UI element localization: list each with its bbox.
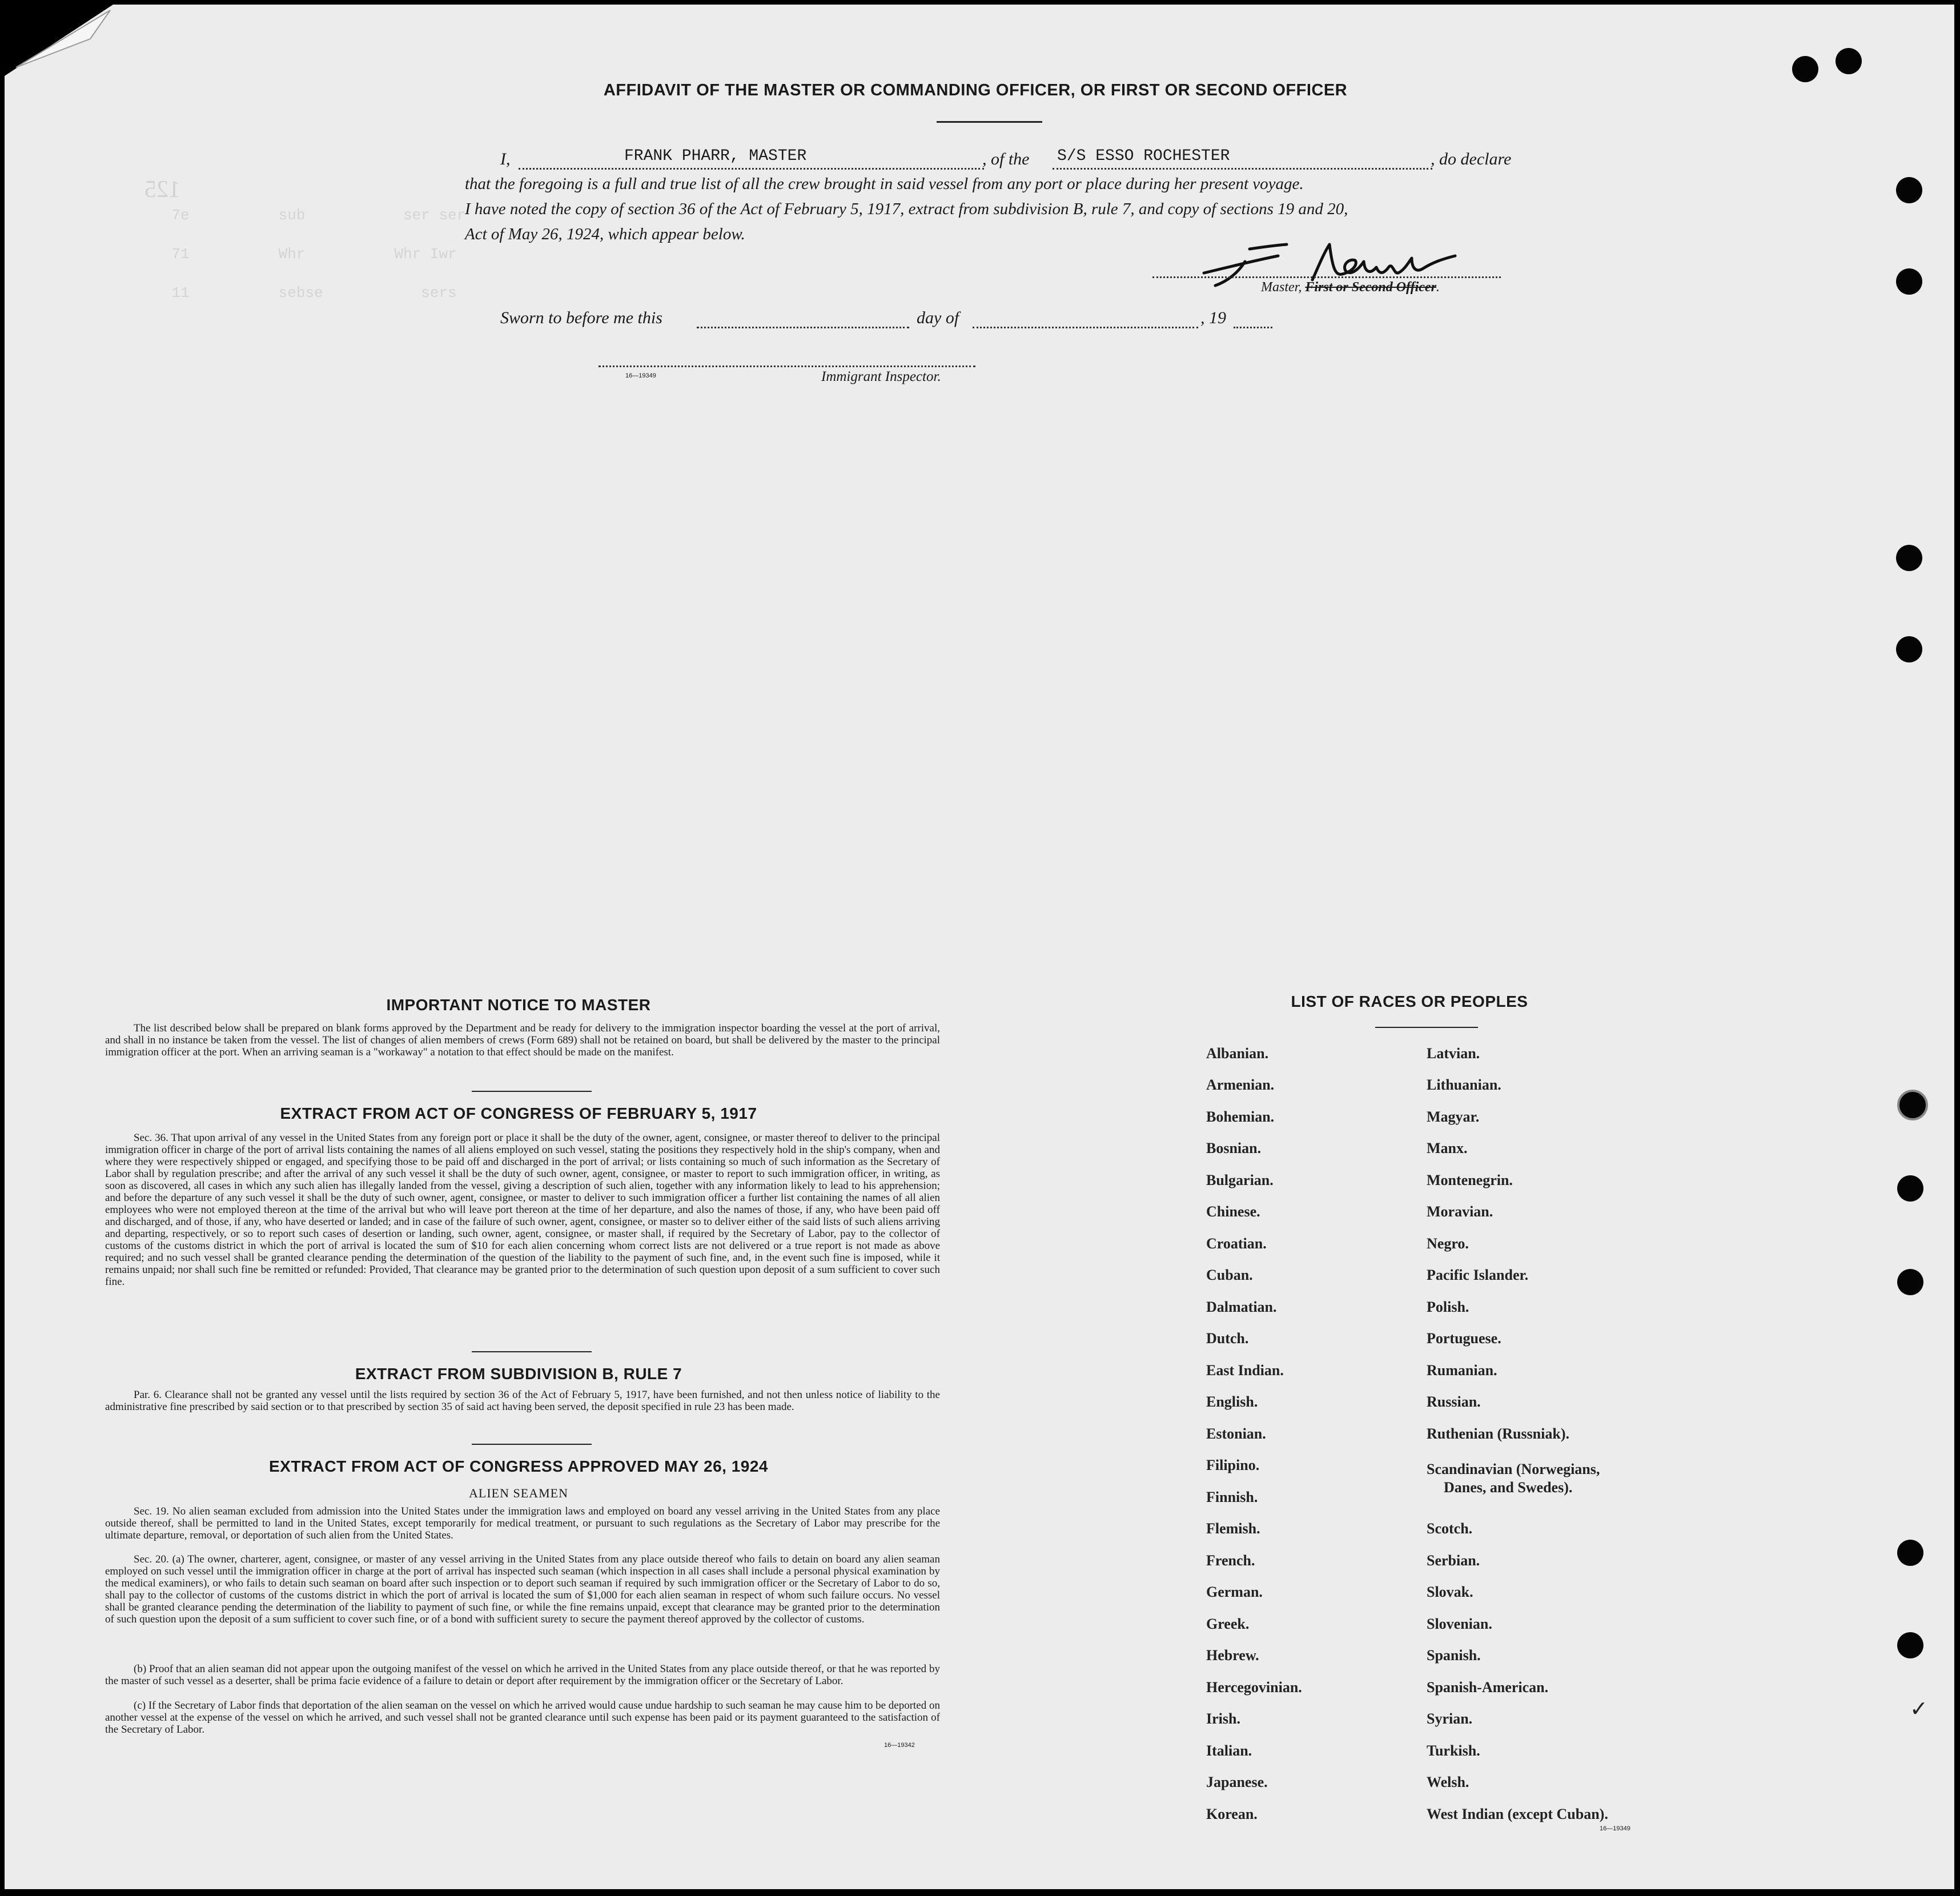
race-right-7: Pacific Islander. (1427, 1267, 1529, 1283)
affidavit-title-divider (937, 121, 1042, 123)
sworn-day-line (697, 327, 909, 328)
punch-hole (1897, 1090, 1928, 1120)
race-left-23: Japanese. (1206, 1774, 1268, 1790)
punch-hole (1897, 1175, 1923, 1202)
punch-hole (1896, 268, 1922, 295)
affidavit-title: AFFIDAVIT OF THE MASTER OR COMMANDING OFFICER, OR FIRST OR SECOND OFFICER (603, 81, 1348, 99)
race-right-18: Spanish. (1427, 1647, 1481, 1664)
extract-form-number: 16—19342 (884, 1742, 915, 1749)
folded-corner (5, 5, 119, 85)
divider-rule7 (472, 1351, 592, 1352)
master-caption: Master, (1261, 280, 1302, 295)
punch-hole (1896, 177, 1922, 203)
master-name-value: FRANK PHARR, MASTER (624, 147, 807, 165)
race-left-13: Filipino. (1206, 1457, 1260, 1473)
race-left-24: Korean. (1206, 1806, 1258, 1822)
extract-1924-sec20b: (b) Proof that an alien seaman did not appear upon the outgoing manifest of the vessel on which he arrived in the United States from any place outside thereof, or that he was reported by the master of such vessel as a deserter, shall be prima facie evidence of a failure to detain or deport after requirement by the immigration officer or the Secretary of Labor. (105, 1663, 940, 1687)
race-right-13-cont: Danes, and Swedes). (1444, 1479, 1573, 1496)
important-notice-text: The list described below shall be prepared on blank forms approved by the Department and be ready for delivery to the immigration inspector boarding the vessel at the port of arrival, and shall in no instance be taken from the vessel. The list of changes of alien members of crews (Form 689) shall not be retained on board, but shall be delivered by the master to the principal immigration officer at the port. When an arriving seaman is a "workaway" a notation to that effect should be made on the manifest. (105, 1022, 940, 1058)
race-right-19: Spanish-American. (1427, 1679, 1549, 1696)
punch-hole (1792, 56, 1818, 82)
struck-officer-caption: First or Second Officer (1305, 280, 1436, 295)
race-left-14: Finnish. (1206, 1489, 1258, 1505)
race-right-23: West Indian (except Cuban). (1427, 1806, 1608, 1822)
sworn-year-line (1234, 327, 1272, 328)
race-left-1: Armenian. (1206, 1076, 1275, 1093)
race-left-3: Bosnian. (1206, 1140, 1262, 1156)
do-declare-label: , do declare (1431, 150, 1512, 168)
race-right-21: Turkish. (1427, 1742, 1480, 1759)
year-prefix: , 19 (1200, 308, 1226, 327)
signature-line (1152, 276, 1501, 278)
extract-1917-text: Sec. 36. That upon arrival of any vessel in the United States from any foreign port or place it shall be the duty of the owner, agent, consignee, or master thereof to deliver to the principal immigration officer in charge of the port of arrival lists containing the names of all aliens employed on such vessel, stating the positions they respectively hold in the ship's company, when and where they were respectively shipped or engaged, and specifying those to be paid off and discharged in the port of arrival; or lists containing so much of such information as the Secretary of Labor shall by regulation prescribe; and after the arrival of any such vessel it shall be the duty of such owner, agent, consignee, or master to report to such immigration officer, in writing, as soon as discovered, all cases in which any such alien has illegally landed from the vessel, giving a description of such alien, together with any information likely to lead to his apprehension; and before the departure of any such vessel it shall be the duty of such owner, agent, consignee, or master to deliver to such immigration officer a further list containing the names of all alien employees who were not employed thereon at the time of the arrival but who will leave port thereon at the time of her departure, and also the names of those, if any, who have been paid off and discharged, and of those, if any, who have deserted or landed; and in case of the failure of such owner, agent, consignee, or master so to deliver either of the said lists of such aliens arriving and departing, respectively, or so to report such cases of desertion or landing, such owner, agent, consignee, or master shall, if required by the Secretary of Labor, pay to the collector of customs of the customs district in which the port of arrival is located the sum of $10 for each alien concerning whom correct lists are not delivered or a true report is not made as above required; and no such vessel shall be granted clearance pending the determination of the question of the liability to the payment of such fine, and, in the event such fine is imposed, while it remains unpaid; nor shall such fine be remitted or refunded: Provided, That clearance may be granted prior to the determination of such question upon deposit of a sum sufficient to cover such fine. (105, 1132, 940, 1288)
race-right-3: Manx. (1427, 1140, 1468, 1156)
race-right-12: Ruthenian (Russniak). (1427, 1425, 1569, 1442)
races-title: LIST OF RACES OR PEOPLES (1291, 993, 1528, 1010)
race-left-21: Irish. (1206, 1710, 1240, 1727)
affidavit-body-line-2: I have noted the copy of section 36 of the Act of February 5, 1917, extract from subdivision B, rule 7, and copy of sections 19 and 20, (465, 200, 1348, 218)
race-left-19: Hebrew. (1206, 1647, 1259, 1664)
signature-caption (1261, 280, 1440, 295)
races-title-divider (1375, 1027, 1478, 1028)
race-left-22: Italian. (1206, 1742, 1252, 1759)
vessel-name-value: S/S ESSO ROCHESTER (1057, 147, 1230, 165)
race-left-5: Chinese. (1206, 1203, 1260, 1220)
race-left-9: Dutch. (1206, 1330, 1249, 1347)
punch-hole (1896, 545, 1922, 571)
race-left-6: Croatian. (1206, 1235, 1267, 1252)
sworn-label: Sworn to before me this (500, 308, 662, 327)
race-left-8: Dalmatian. (1206, 1299, 1277, 1315)
affidavit-body-line-3: Act of May 26, 1924, which appear below. (465, 225, 745, 243)
affidavit-i-label: I, (500, 150, 511, 168)
extract-1924-sec20a: Sec. 20. (a) The owner, charterer, agent, consignee, or master of any vessel arriving in the United States from any place outside thereof who fails to detain on board any alien seaman employed on such vessel until the immigration officer in charge at the port of arrival has inspected such seaman (which inspection in all cases shall include a personal physical examination by the medical examiners), or who fails to detain such seaman on board after such inspection or to deport such seaman if required by such immigration officer or the Secretary of Labor to do so, shall pay to the collector of customs of the customs district in which the port of arrival is located the sum of $1,000 for each alien seaman in respect of whom such failure occurs. No vessel shall be granted clearance pending the determination of the liability to payment of such fine, or while the fine remains unpaid, except that clearance may be granted prior to the determination of such question upon the deposit of a sum sufficient to cover such fine, or of a bond with sufficient surety to secure the payment thereof approved by the collector of customs. (105, 1553, 940, 1625)
race-right-0: Latvian. (1427, 1045, 1480, 1062)
race-left-11: English. (1206, 1393, 1258, 1410)
extract-rule7-title: EXTRACT FROM SUBDIVISION B, RULE 7 (355, 1365, 682, 1383)
master-name-line (519, 168, 984, 170)
crew-manifest-reverse-page (5, 5, 1954, 1889)
divider-1917 (472, 1091, 592, 1092)
race-left-15: Flemish. (1206, 1520, 1260, 1537)
race-left-2: Bohemian. (1206, 1108, 1275, 1125)
race-right-15: Serbian. (1427, 1552, 1480, 1569)
affidavit-body-line-1: that the foregoing is a full and true list of all the crew brought in said vessel from any port or place during her present voyage. (465, 175, 1304, 193)
punch-hole (1897, 1269, 1923, 1295)
race-right-14: Scotch. (1427, 1520, 1473, 1537)
caption-period: . (1436, 280, 1440, 295)
race-right-16: Slovak. (1427, 1584, 1473, 1600)
race-right-9: Portuguese. (1427, 1330, 1501, 1347)
race-left-0: Albanian. (1206, 1045, 1269, 1062)
punch-hole (1897, 1632, 1923, 1658)
important-notice-title: IMPORTANT NOTICE TO MASTER (386, 996, 651, 1014)
inspector-label: Immigrant Inspector. (821, 369, 941, 384)
race-right-6: Negro. (1427, 1235, 1469, 1252)
extract-rule7-text: Par. 6. Clearance shall not be granted any vessel until the lists required by section 36 of the Act of February 5, 1917, have been furnished, and not then unless notice of liability to the administrative fine prescribed by said section or to that prescribed by section 35 of said act having been served, the deposit specified in rule 23 has been made. (105, 1389, 940, 1413)
race-right-10: Rumanian. (1427, 1362, 1497, 1379)
race-right-20: Syrian. (1427, 1710, 1473, 1727)
race-right-4: Montenegrin. (1427, 1172, 1513, 1188)
extract-1924-sec19: Sec. 19. No alien seaman excluded from admission into the United States under the immigration laws and employed on board any vessel arriving in the United States from any place outside thereof, shall be permitted to land in the United States, except temporarily for medical treatment, or pursuant to such regulations as the Secretary of Labor may prescribe for the ultimate departure, removal, or deportation of such alien from the United States. (105, 1505, 940, 1541)
inspector-line (599, 365, 975, 367)
bleed-through-text: 7e sub ser ser 71 Whr Whr Iwr 11 sebse sers (171, 207, 466, 302)
extract-1924-subtitle: ALIEN SEAMEN (469, 1486, 568, 1500)
sworn-month-line (973, 327, 1198, 328)
race-left-10: East Indian. (1206, 1362, 1284, 1379)
race-right-22: Welsh. (1427, 1774, 1469, 1790)
races-form-number: 16—19349 (1600, 1825, 1630, 1832)
extract-1924-sec20c: (c) If the Secretary of Labor finds that deportation of the alien seaman on the vessel on which he arrived would cause undue hardship to such seaman he may cause him to be deported on another vessel at the expense of the vessel on which he arrived, and such vessel shall not be granted clearance until such expense has been paid or its payment guaranteed to the satisfaction of the Secretary of Labor. (105, 1700, 940, 1736)
race-left-7: Cuban. (1206, 1267, 1253, 1283)
race-left-18: Greek. (1206, 1616, 1250, 1632)
race-right-1: Lithuanian. (1427, 1076, 1501, 1093)
race-left-16: French. (1206, 1552, 1255, 1569)
race-left-17: German. (1206, 1584, 1263, 1600)
punch-hole (1896, 636, 1922, 662)
race-right-11: Russian. (1427, 1393, 1481, 1410)
race-right-5: Moravian. (1427, 1203, 1493, 1220)
extract-1917-title: EXTRACT FROM ACT OF CONGRESS OF FEBRUARY 5, 1917 (280, 1104, 757, 1122)
margin-check-mark: ✓ (1910, 1697, 1928, 1721)
affidavit-form-number: 16—19349 (625, 372, 656, 379)
day-of-label: day of (917, 308, 959, 327)
race-left-12: Estonian. (1206, 1425, 1266, 1442)
race-right-8: Polish. (1427, 1299, 1469, 1315)
race-left-4: Bulgarian. (1206, 1172, 1274, 1188)
extract-1924-title: EXTRACT FROM ACT OF CONGRESS APPROVED MAY 26, 1924 (269, 1457, 768, 1475)
race-right-2: Magyar. (1427, 1108, 1480, 1125)
race-left-20: Hercegovinian. (1206, 1679, 1302, 1696)
punch-hole (1836, 48, 1862, 74)
divider-1924 (472, 1444, 592, 1445)
of-the-label: , of the (982, 150, 1030, 168)
vessel-name-line (1053, 168, 1432, 170)
punch-hole (1897, 1540, 1923, 1566)
reverse-page-number: 125 (144, 176, 180, 203)
race-right-17: Slovenian. (1427, 1616, 1492, 1632)
race-right-13: Scandinavian (Norwegians, (1427, 1461, 1600, 1477)
